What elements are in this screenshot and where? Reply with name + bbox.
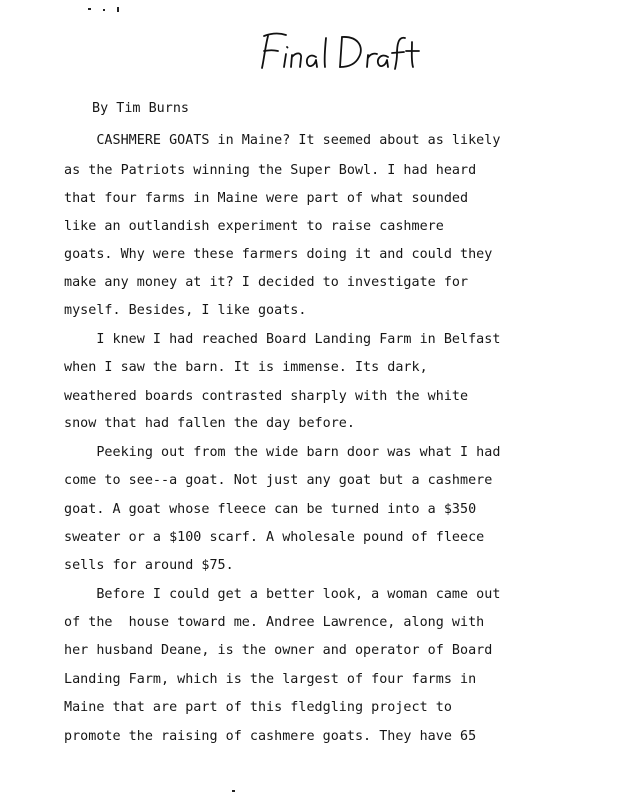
byline: By Tim Burns xyxy=(92,101,189,116)
body-line: as the Patriots winning the Super Bowl. I had heard xyxy=(64,163,477,178)
scan-speck xyxy=(88,8,91,10)
body-line: Landing Farm, which is the largest of four farms in xyxy=(64,672,477,687)
body-line: CASHMERE GOATS in Maine? It seemed about as likely xyxy=(64,133,501,148)
body-line: like an outlandish experiment to raise cashmere xyxy=(64,219,444,234)
body-line: Maine that are part of this fledgling project to xyxy=(64,700,452,715)
body-line: goats. Why were these farmers doing it and could they xyxy=(64,247,493,262)
body-line: sells for around $75. xyxy=(64,558,234,573)
body-line: when I saw the barn. It is immense. Its dark, xyxy=(64,360,428,375)
body-line: myself. Besides, I like goats. xyxy=(64,303,307,318)
handwritten-title-final-draft xyxy=(256,26,426,76)
body-line: Before I could get a better look, a woman came out xyxy=(64,587,501,602)
body-line: sweater or a $100 scarf. A wholesale pound of fleece xyxy=(64,530,485,545)
body-line: Peeking out from the wide barn door was what I had xyxy=(64,445,501,460)
body-line: come to see--a goat. Not just any goat but a cashmere xyxy=(64,473,493,488)
handwritten-title xyxy=(256,26,426,76)
body-line: weathered boards contrasted sharply with the white xyxy=(64,389,469,404)
body-line: her husband Deane, is the owner and operator of Board xyxy=(64,643,493,658)
body-line: promote the raising of cashmere goats. They have 65 xyxy=(64,729,477,744)
scan-speck xyxy=(232,790,235,792)
body-line: snow that had fallen the day before. xyxy=(64,416,355,431)
body-line: I knew I had reached Board Landing Farm in Belfast xyxy=(64,332,501,347)
body-line: make any money at it? I decided to investigate for xyxy=(64,275,469,290)
body-line: goat. A goat whose fleece can be turned into a $350 xyxy=(64,502,477,517)
body-line: that four farms in Maine were part of what sounded xyxy=(64,191,469,206)
scan-speck xyxy=(117,7,119,12)
scan-speck xyxy=(103,9,105,11)
body-line: of the house toward me. Andree Lawrence, along with xyxy=(64,615,485,630)
